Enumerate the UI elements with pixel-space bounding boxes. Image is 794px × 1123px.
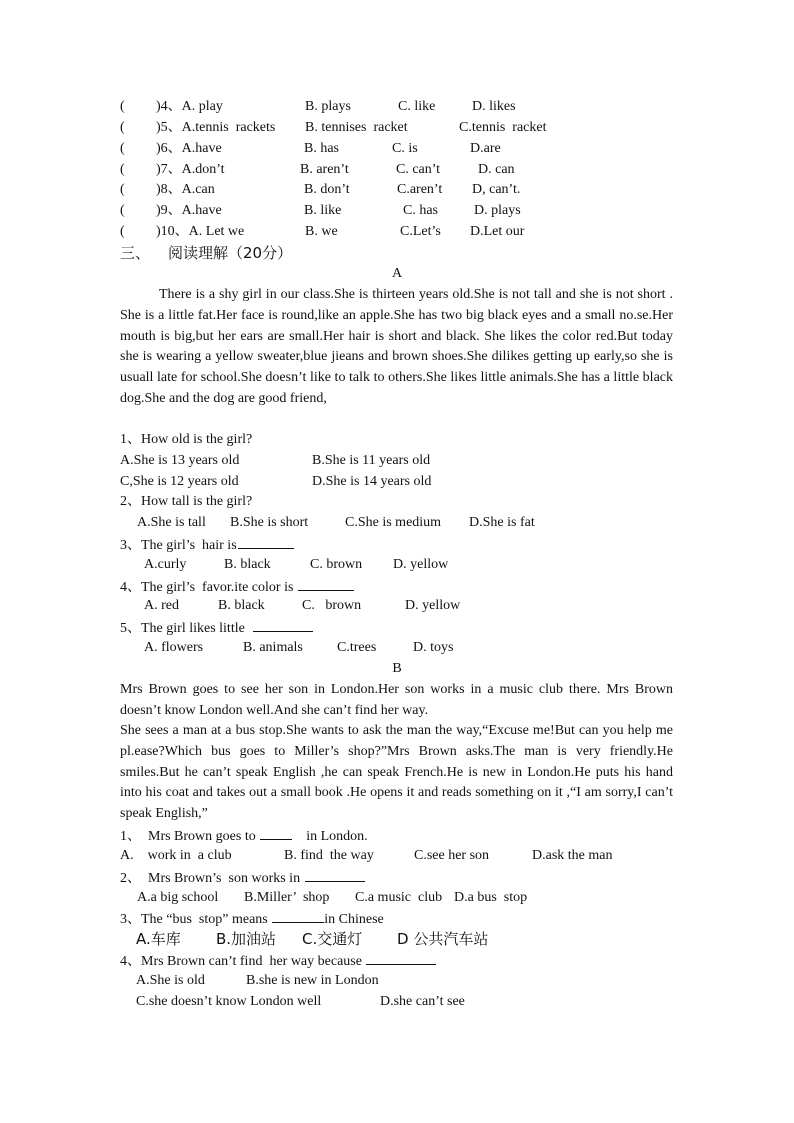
question-prompt: 4、The girl’s favor.ite color is <box>120 580 294 595</box>
option-c: C.Let’s <box>400 224 441 239</box>
option-c: C. can’t <box>396 162 441 177</box>
option-a: )4、A. play <box>156 99 223 114</box>
option-d: D.ask the man <box>532 848 613 863</box>
passage-b-para-2: She sees a man at a bus stop.She wants to ask the man the way,“Excuse me!But can you help me pl.ease?Which bus goes to Miller’s shop?”Mrs Brown asks.The man is very friendly.He smiles.But he can’t speak English ,he can speak French.He is new in London.He puts his hand into his coat and takes out a small book .He opens it and reads something on it ,“I am sorry,I can’t speak English,” <box>120 723 673 822</box>
option-a: A.She is tall <box>137 515 206 530</box>
question-suffix: in Chinese <box>324 912 384 927</box>
answer-paren: ( <box>120 203 125 218</box>
option-a: )6、A.have <box>156 141 222 156</box>
answer-blank[interactable] <box>366 950 436 965</box>
option-a: A.车库 <box>136 930 181 948</box>
option-c: C. like <box>398 99 436 114</box>
option-b: B. black <box>218 598 265 613</box>
option-d: D. plays <box>474 203 521 218</box>
option-b: B. tennises racket <box>305 120 408 135</box>
option-d: D. yellow <box>393 557 449 572</box>
option-b: B.She is short <box>230 515 309 530</box>
passage-a-text: There is a shy girl in our class.She is thirteen years old.She is not tall and she is not short . She is a little fat.Her face is round,like an apple.She has two big black eyes and a small no.se.Her mouth is big,but her ears are small.Her hair is short and black. She likes the color red.But today she is wearing a yellow sweater,blue jieans and brown shoes.She dilikes getting up early,so she is usuall late for school.She doesn’t like to talk to others.She likes little animals.She has a little black dog.She and the dog are good friend, <box>120 287 673 406</box>
option-d: D. can <box>478 162 515 177</box>
option-b: B. has <box>304 141 339 156</box>
option-c: C.She is medium <box>345 515 442 530</box>
question-text <box>120 617 313 639</box>
question-text: 2、How tall is the girl? <box>120 494 253 509</box>
option-c: C. brown <box>310 557 363 572</box>
option-c: C.交通灯 <box>302 930 363 948</box>
option-a: )9、A.have <box>156 203 222 218</box>
option-d: D.she can’t see <box>380 994 465 1009</box>
question-text <box>120 534 294 556</box>
answer-paren: ( <box>120 120 125 135</box>
option-a: )5、A.tennis rackets <box>156 120 276 135</box>
option-b: B. we <box>305 224 338 239</box>
question-prompt: 1、 Mrs Brown goes to <box>120 829 256 844</box>
option-a: A. work in a club <box>120 848 232 863</box>
option-d: D. toys <box>413 640 454 655</box>
answer-blank[interactable] <box>305 867 365 882</box>
option-b: B. black <box>224 557 271 572</box>
question-suffix: in London. <box>306 829 368 844</box>
option-c: C,She is 12 years old <box>120 474 239 489</box>
option-c: C.see her son <box>414 848 490 863</box>
option-a: A. flowers <box>144 640 204 655</box>
option-b: B. plays <box>305 99 351 114</box>
section-number: 三、 <box>120 244 151 262</box>
option-c: C.aren’t <box>397 182 443 197</box>
option-c: C. has <box>403 203 438 218</box>
question-prompt: 5、The girl likes little <box>120 621 245 636</box>
question-prompt: 3、The girl’s hair is <box>120 538 237 553</box>
option-a: A.a big school <box>137 890 219 905</box>
option-b: B. aren’t <box>300 162 349 177</box>
question-text <box>120 867 365 889</box>
option-b: B. like <box>304 203 342 218</box>
option-b: B. find the way <box>284 848 374 863</box>
question-prompt: 4、Mrs Brown can’t find her way because <box>120 954 362 969</box>
option-a: A.curly <box>144 557 187 572</box>
question-prompt: 3、The “bus stop” means <box>120 912 268 927</box>
question-text: 1、How old is the girl? <box>120 432 253 447</box>
option-c: C.trees <box>337 640 377 655</box>
answer-blank[interactable] <box>260 825 292 840</box>
option-a: A.She is 13 years old <box>120 453 240 468</box>
option-a: A.She is old <box>136 973 205 988</box>
answer-blank[interactable] <box>253 617 313 632</box>
option-a: )7、A.don’t <box>156 162 225 177</box>
answer-paren: ( <box>120 99 125 114</box>
option-b: B.Miller’ shop <box>244 890 330 905</box>
option-d: D.She is fat <box>469 515 535 530</box>
option-d: D.are <box>470 141 501 156</box>
passage-b-para-1: Mrs Brown goes to see her son in London.Her son works in a music club there. Mrs Brown doesn’t know London well.And she can’t find her way. <box>120 682 673 718</box>
answer-paren: ( <box>120 224 125 239</box>
option-d: D. likes <box>472 99 516 114</box>
option-b: B.she is new in London <box>246 973 379 988</box>
option-c: C.she doesn’t know London well <box>136 994 322 1009</box>
question-text <box>120 908 384 930</box>
option-c: C.a music club <box>355 890 443 905</box>
answer-paren: ( <box>120 141 125 156</box>
option-d: D.a bus stop <box>454 890 528 905</box>
option-a: A. red <box>144 598 179 613</box>
option-b: B.She is 11 years old <box>312 453 431 468</box>
option-b: B. don’t <box>304 182 350 197</box>
passage-a-title: A <box>391 266 403 281</box>
option-d: D. yellow <box>405 598 461 613</box>
option-a: )8、A.can <box>156 182 215 197</box>
question-prompt: 2、 Mrs Brown’s son works in <box>120 871 301 886</box>
option-c: C. brown <box>302 598 362 613</box>
answer-blank[interactable] <box>238 534 294 549</box>
answer-paren: ( <box>120 182 125 197</box>
option-b: B. animals <box>243 640 303 655</box>
option-b: B.加油站 <box>216 930 277 948</box>
option-d: D, can’t. <box>472 182 521 197</box>
section-title: 阅读理解（20分） <box>168 244 293 262</box>
option-c: C.tennis racket <box>459 120 547 135</box>
option-c: C. is <box>392 141 418 156</box>
option-d: D.She is 14 years old <box>312 474 432 489</box>
option-a: )10、A. Let we <box>156 224 245 239</box>
option-d: D 公共汽车站 <box>397 930 489 948</box>
question-text <box>120 576 354 598</box>
answer-blank[interactable] <box>272 908 324 923</box>
answer-blank[interactable] <box>298 576 354 591</box>
option-d: D.Let our <box>470 224 525 239</box>
answer-paren: ( <box>120 162 125 177</box>
question-text <box>120 825 368 847</box>
question-text <box>120 950 436 972</box>
passage-b-title: B <box>392 661 402 676</box>
